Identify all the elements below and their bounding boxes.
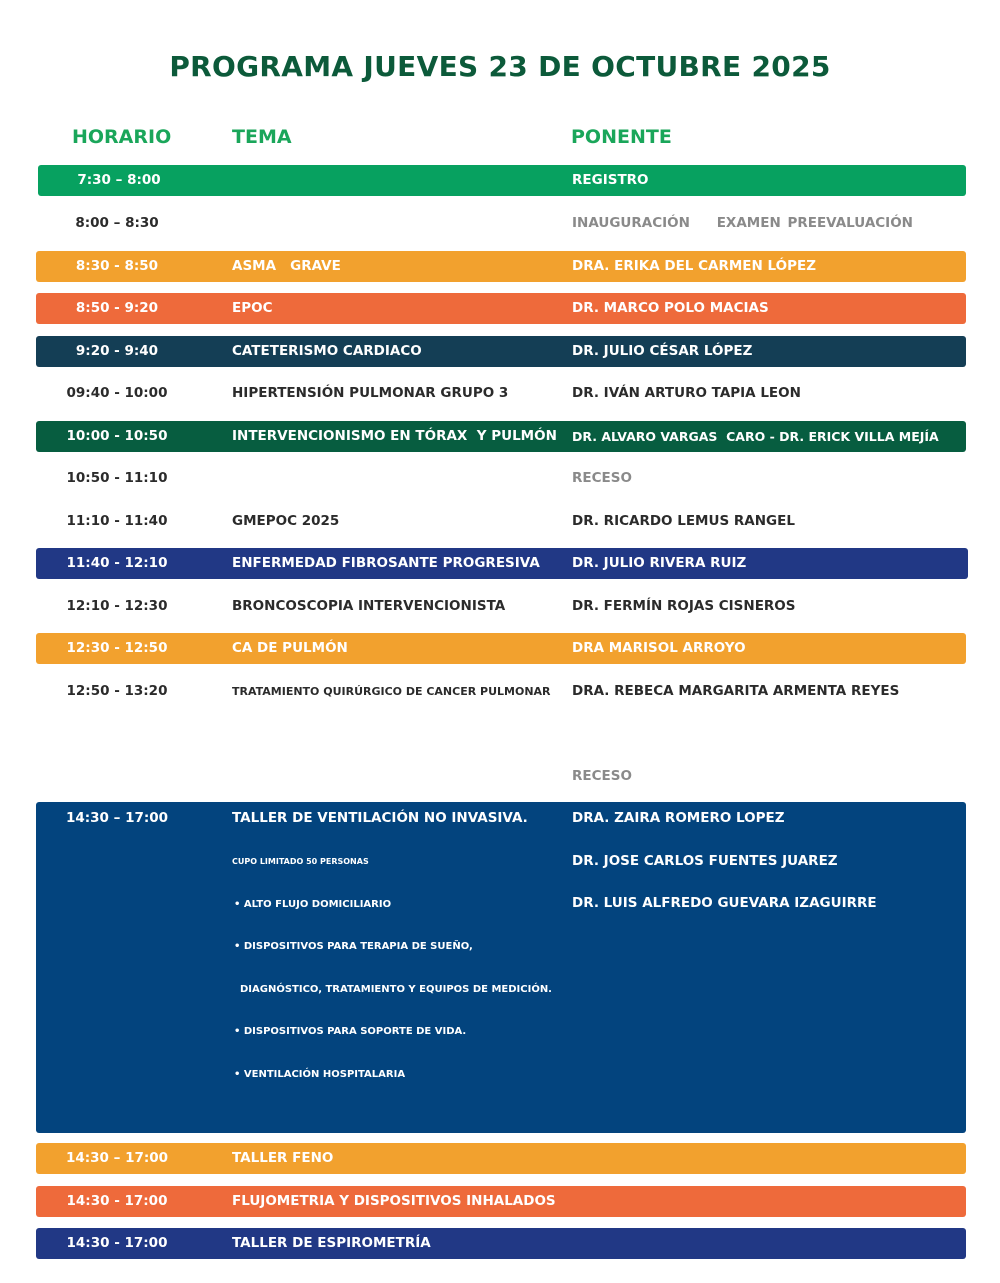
workshop-bullet: • VENTILACIÓN HOSPITALARIA: [234, 1069, 406, 1080]
row-topic: BRONCOSCOPIA INTERVENCIONISTA: [232, 598, 506, 614]
schedule-row: [36, 676, 966, 707]
schedule-row: [36, 378, 966, 409]
row-time: 12:10 - 12:30: [66, 598, 168, 614]
row-topic: CA DE PULMÓN: [232, 640, 348, 656]
workshop-note: CUPO LIMITADO 50 PERSONAS: [232, 857, 369, 866]
row-time: 7:30 – 8:00: [77, 172, 161, 188]
row-time: 8:50 - 9:20: [75, 300, 159, 316]
row-time: 8:00 – 8:30: [75, 215, 159, 231]
row-time: 10:50 - 11:10: [66, 470, 168, 486]
workshop-speaker: DRA. ZAIRA ROMERO LOPEZ: [572, 810, 785, 826]
row-speaker: DRA. ERIKA DEL CARMEN LÓPEZ: [572, 258, 817, 274]
row-speaker: RECESO: [572, 768, 632, 784]
schedule-row: [36, 591, 966, 622]
schedule-row: [36, 251, 966, 282]
schedule-row: [36, 208, 966, 239]
header-speaker: PONENTE: [571, 126, 672, 148]
row-topic: INTERVENCIONISMO EN TÓRAX Y PULMÓN: [232, 428, 557, 444]
row-time: 14:30 - 17:00: [66, 1193, 168, 1209]
schedule-row: [36, 1143, 966, 1174]
row-topic: GMEPOC 2025: [232, 513, 340, 529]
schedule-row: [36, 1228, 966, 1259]
row-speaker: INAUGURACIÓN EXAMEN PREEVALUACIÓN: [572, 215, 913, 231]
schedule-row: [36, 548, 968, 579]
row-speaker: DR. ALVARO VARGAS CARO - DR. ERICK VILLA MEJÍA: [572, 429, 939, 444]
workshop-bullet: DIAGNÓSTICO, TRATAMIENTO Y EQUIPOS DE MEDICIÓN.: [240, 984, 552, 995]
row-time: 8:30 - 8:50: [75, 258, 159, 274]
workshop-speaker: DR. JOSE CARLOS FUENTES JUAREZ: [572, 853, 838, 869]
workshop-title: TALLER DE VENTILACIÓN NO INVASIVA.: [232, 810, 528, 826]
row-speaker: DR. RICARDO LEMUS RANGEL: [572, 513, 795, 529]
row-topic: TRATAMIENTO QUIRÚRGICO DE CANCER PULMONAR: [232, 685, 551, 698]
row-time: 9:20 - 9:40: [75, 343, 159, 359]
row-speaker: DR. JULIO RIVERA RUIZ: [572, 555, 747, 571]
schedule-row: [36, 421, 966, 452]
workshop-speaker: DR. LUIS ALFREDO GUEVARA IZAGUIRRE: [572, 895, 877, 911]
row-time: 14:30 - 17:00: [66, 1235, 168, 1251]
header-time: HORARIO: [72, 126, 172, 148]
row-speaker: DRA MARISOL ARROYO: [572, 640, 746, 656]
row-topic: HIPERTENSIÓN PULMONAR GRUPO 3: [232, 385, 509, 401]
schedule-row: [36, 761, 966, 792]
row-time: 14:30 – 17:00: [65, 1150, 169, 1166]
schedule-row: [36, 633, 966, 664]
workshop-bullet: • ALTO FLUJO DOMICILIARIO: [234, 899, 392, 910]
row-topic: TALLER FENO: [232, 1150, 334, 1166]
schedule-row: [36, 463, 966, 494]
header-topic: TEMA: [232, 126, 292, 148]
workshop-block: [36, 802, 966, 1133]
row-topic: TALLER DE ESPIROMETRÍA: [232, 1235, 431, 1251]
row-topic: ASMA GRAVE: [232, 258, 341, 274]
page-title: PROGRAMA JUEVES 23 DE OCTUBRE 2025: [169, 50, 831, 83]
schedule-row: [36, 506, 966, 537]
row-speaker: DR. IVÁN ARTURO TAPIA LEON: [572, 385, 801, 401]
row-speaker: DR. MARCO POLO MACIAS: [572, 300, 769, 316]
schedule-row: [36, 1186, 966, 1217]
row-time: 11:10 - 11:40: [66, 513, 168, 529]
row-topic: CATETERISMO CARDIACO: [232, 343, 422, 359]
schedule-row: [36, 293, 966, 324]
row-topic: ENFERMEDAD FIBROSANTE PROGRESIVA: [232, 555, 540, 571]
schedule-row: [36, 336, 966, 367]
workshop-bullet: • DISPOSITIVOS PARA SOPORTE DE VIDA.: [234, 1026, 467, 1037]
row-time: 09:40 - 10:00: [66, 385, 168, 401]
row-time: 12:30 - 12:50: [66, 640, 168, 656]
row-speaker: DR. JULIO CÉSAR LÓPEZ: [572, 343, 753, 359]
row-topic: EPOC: [232, 300, 273, 316]
row-speaker: REGISTRO: [572, 172, 649, 188]
row-speaker: DR. FERMÍN ROJAS CISNEROS: [572, 598, 796, 614]
row-speaker: DRA. REBECA MARGARITA ARMENTA REYES: [572, 683, 900, 699]
row-time: 12:50 - 13:20: [66, 683, 168, 699]
row-topic: FLUJOMETRIA Y DISPOSITIVOS INHALADOS: [232, 1193, 556, 1209]
row-speaker: RECESO: [572, 470, 632, 486]
row-time: 10:00 - 10:50: [66, 428, 168, 444]
workshop-time: 14:30 – 17:00: [65, 810, 169, 826]
workshop-bullet: • DISPOSITIVOS PARA TERAPIA DE SUEÑO,: [234, 941, 473, 952]
schedule-row: [38, 165, 966, 196]
row-time: 11:40 - 12:10: [66, 555, 168, 571]
